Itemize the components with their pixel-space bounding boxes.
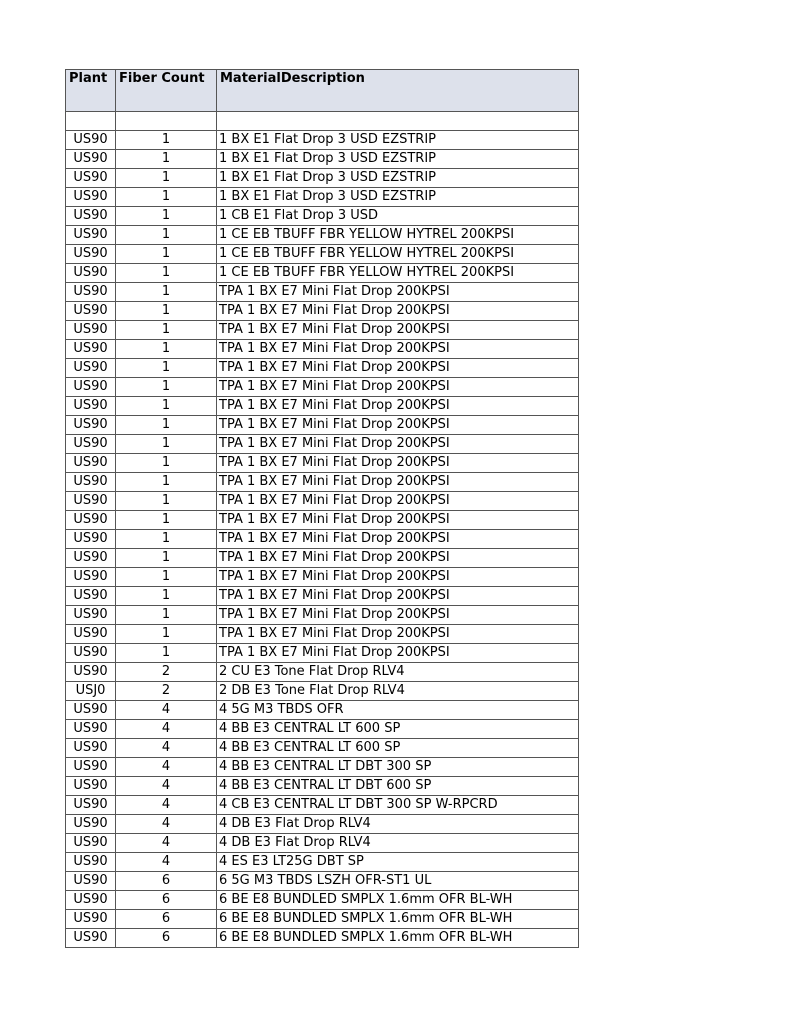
plant-cell: US90: [66, 644, 116, 663]
plant-cell: US90: [66, 511, 116, 530]
fiber-count-cell: 1: [116, 568, 217, 587]
material-description-cell: 4 5G M3 TBDS OFR: [217, 701, 579, 720]
plant-cell: US90: [66, 530, 116, 549]
material-description-cell: TPA 1 BX E7 Mini Flat Drop 200KPSI: [217, 302, 579, 321]
table-row: [66, 131, 579, 150]
plant-cell: US90: [66, 226, 116, 245]
table-row: [66, 454, 579, 473]
material-description-cell: 4 BB E3 CENTRAL LT DBT 600 SP: [217, 777, 579, 796]
material-description-cell: 1 CE EB TBUFF FBR YELLOW HYTREL 200KPSI: [217, 226, 579, 245]
fiber-count-cell: 1: [116, 511, 217, 530]
material-description-cell: TPA 1 BX E7 Mini Flat Drop 200KPSI: [217, 416, 579, 435]
plant-cell: US90: [66, 777, 116, 796]
fiber-count-cell: 6: [116, 910, 217, 929]
header-plant: Plant: [66, 70, 116, 112]
fiber-count-cell: 4: [116, 834, 217, 853]
material-description-cell: 4 DB E3 Flat Drop RLV4: [217, 815, 579, 834]
material-description-cell: 2 CU E3 Tone Flat Drop RLV4: [217, 663, 579, 682]
blank-cell: [66, 112, 116, 131]
fiber-count-cell: 1: [116, 625, 217, 644]
table-row: [66, 150, 579, 169]
table-row: [66, 245, 579, 264]
fiber-count-cell: 2: [116, 663, 217, 682]
fiber-count-cell: 1: [116, 492, 217, 511]
table-row: [66, 720, 579, 739]
plant-cell: US90: [66, 625, 116, 644]
table-row: [66, 321, 579, 340]
plant-cell: US90: [66, 701, 116, 720]
fiber-count-cell: 1: [116, 321, 217, 340]
plant-cell: US90: [66, 492, 116, 511]
plant-cell: US90: [66, 891, 116, 910]
plant-cell: US90: [66, 188, 116, 207]
plant-cell: US90: [66, 169, 116, 188]
table-row: [66, 226, 579, 245]
plant-cell: US90: [66, 340, 116, 359]
material-description-cell: 1 CB E1 Flat Drop 3 USD: [217, 207, 579, 226]
fiber-count-cell: 1: [116, 435, 217, 454]
material-description-cell: TPA 1 BX E7 Mini Flat Drop 200KPSI: [217, 492, 579, 511]
table-row: [66, 302, 579, 321]
material-description-cell: 1 CE EB TBUFF FBR YELLOW HYTREL 200KPSI: [217, 245, 579, 264]
fiber-count-cell: 1: [116, 473, 217, 492]
table-row: [66, 815, 579, 834]
material-description-cell: 4 CB E3 CENTRAL LT DBT 300 SP W-RPCRD: [217, 796, 579, 815]
fiber-count-cell: 1: [116, 530, 217, 549]
table-row: [66, 492, 579, 511]
fiber-count-cell: 1: [116, 340, 217, 359]
plant-cell: US90: [66, 929, 116, 948]
material-description-cell: TPA 1 BX E7 Mini Flat Drop 200KPSI: [217, 606, 579, 625]
material-description-cell: TPA 1 BX E7 Mini Flat Drop 200KPSI: [217, 530, 579, 549]
table-row: [66, 758, 579, 777]
table-row: [66, 606, 579, 625]
material-description-cell: 6 BE E8 BUNDLED SMPLX 1.6mm OFR BL-WH: [217, 929, 579, 948]
fiber-count-cell: 4: [116, 853, 217, 872]
material-description-cell: 4 BB E3 CENTRAL LT 600 SP: [217, 739, 579, 758]
material-description-cell: 6 BE E8 BUNDLED SMPLX 1.6mm OFR BL-WH: [217, 910, 579, 929]
material-description-cell: 4 BB E3 CENTRAL LT DBT 300 SP: [217, 758, 579, 777]
fiber-count-cell: 4: [116, 777, 217, 796]
plant-cell: US90: [66, 606, 116, 625]
table-row: [66, 359, 579, 378]
table-row: [66, 207, 579, 226]
material-description-cell: TPA 1 BX E7 Mini Flat Drop 200KPSI: [217, 549, 579, 568]
header-material-description: MaterialDescription: [217, 70, 579, 112]
table-row: [66, 853, 579, 872]
material-description-cell: TPA 1 BX E7 Mini Flat Drop 200KPSI: [217, 568, 579, 587]
table-row: [66, 910, 579, 929]
table-row: [66, 834, 579, 853]
table-row: [66, 568, 579, 587]
table-row: [66, 188, 579, 207]
fiber-count-cell: 1: [116, 264, 217, 283]
fiber-count-cell: 1: [116, 606, 217, 625]
material-description-cell: 6 5G M3 TBDS LSZH OFR-ST1 UL: [217, 872, 579, 891]
fiber-count-cell: 1: [116, 131, 217, 150]
material-description-cell: 1 BX E1 Flat Drop 3 USD EZSTRIP: [217, 131, 579, 150]
material-description-cell: TPA 1 BX E7 Mini Flat Drop 200KPSI: [217, 587, 579, 606]
table-row: [66, 587, 579, 606]
fiber-count-cell: 4: [116, 739, 217, 758]
fiber-count-cell: 4: [116, 815, 217, 834]
material-description-cell: TPA 1 BX E7 Mini Flat Drop 200KPSI: [217, 359, 579, 378]
table-row: [66, 511, 579, 530]
table-row: [66, 397, 579, 416]
fiber-count-cell: 1: [116, 188, 217, 207]
fiber-count-cell: 1: [116, 644, 217, 663]
fiber-count-cell: 1: [116, 169, 217, 188]
fiber-count-cell: 1: [116, 207, 217, 226]
plant-cell: US90: [66, 302, 116, 321]
material-description-cell: TPA 1 BX E7 Mini Flat Drop 200KPSI: [217, 511, 579, 530]
plant-cell: US90: [66, 207, 116, 226]
plant-cell: US90: [66, 587, 116, 606]
plant-cell: US90: [66, 454, 116, 473]
material-description-cell: TPA 1 BX E7 Mini Flat Drop 200KPSI: [217, 473, 579, 492]
material-description-cell: 1 BX E1 Flat Drop 3 USD EZSTRIP: [217, 150, 579, 169]
table-row: [66, 644, 579, 663]
plant-cell: US90: [66, 397, 116, 416]
plant-cell: US90: [66, 796, 116, 815]
fiber-count-cell: 1: [116, 150, 217, 169]
table-row: [66, 473, 579, 492]
plant-cell: US90: [66, 663, 116, 682]
plant-cell: US90: [66, 131, 116, 150]
fiber-count-cell: 1: [116, 245, 217, 264]
plant-cell: US90: [66, 853, 116, 872]
plant-cell: US90: [66, 739, 116, 758]
material-description-cell: TPA 1 BX E7 Mini Flat Drop 200KPSI: [217, 644, 579, 663]
table-row: [66, 701, 579, 720]
header-row: [66, 70, 579, 112]
fiber-count-cell: 1: [116, 226, 217, 245]
material-description-cell: 6 BE E8 BUNDLED SMPLX 1.6mm OFR BL-WH: [217, 891, 579, 910]
plant-cell: US90: [66, 359, 116, 378]
fiber-count-cell: 1: [116, 397, 217, 416]
table-row: [66, 777, 579, 796]
blank-row: [66, 112, 579, 131]
fiber-count-cell: 1: [116, 283, 217, 302]
header-fiber-count: Fiber Count: [116, 70, 217, 112]
table-row: [66, 872, 579, 891]
fiber-count-cell: 4: [116, 796, 217, 815]
table-row: [66, 340, 579, 359]
plant-cell: US90: [66, 549, 116, 568]
material-description-cell: 4 ES E3 LT25G DBT SP: [217, 853, 579, 872]
material-description-cell: 1 BX E1 Flat Drop 3 USD EZSTRIP: [217, 169, 579, 188]
table-row: [66, 264, 579, 283]
plant-cell: US90: [66, 568, 116, 587]
table-header: [66, 70, 579, 112]
fiber-count-cell: 1: [116, 378, 217, 397]
fiber-count-cell: 6: [116, 929, 217, 948]
plant-cell: US90: [66, 758, 116, 777]
table-row: [66, 169, 579, 188]
blank-cell: [217, 112, 579, 131]
material-description-cell: 4 BB E3 CENTRAL LT 600 SP: [217, 720, 579, 739]
plant-cell: US90: [66, 473, 116, 492]
plant-cell: US90: [66, 834, 116, 853]
table-row: [66, 682, 579, 701]
table-row: [66, 739, 579, 758]
material-description-cell: TPA 1 BX E7 Mini Flat Drop 200KPSI: [217, 625, 579, 644]
material-table: [65, 69, 579, 948]
plant-cell: US90: [66, 815, 116, 834]
fiber-count-cell: 6: [116, 891, 217, 910]
plant-cell: US90: [66, 264, 116, 283]
material-description-cell: 1 CE EB TBUFF FBR YELLOW HYTREL 200KPSI: [217, 264, 579, 283]
table-row: [66, 549, 579, 568]
material-description-cell: 4 DB E3 Flat Drop RLV4: [217, 834, 579, 853]
fiber-count-cell: 2: [116, 682, 217, 701]
plant-cell: US90: [66, 245, 116, 264]
plant-cell: US90: [66, 378, 116, 397]
fiber-count-cell: 1: [116, 416, 217, 435]
plant-cell: USJ0: [66, 682, 116, 701]
plant-cell: US90: [66, 910, 116, 929]
table-row: [66, 796, 579, 815]
fiber-count-cell: 1: [116, 359, 217, 378]
plant-cell: US90: [66, 321, 116, 340]
table-row: [66, 435, 579, 454]
plant-cell: US90: [66, 720, 116, 739]
material-description-cell: 2 DB E3 Tone Flat Drop RLV4: [217, 682, 579, 701]
plant-cell: US90: [66, 283, 116, 302]
fiber-count-cell: 1: [116, 302, 217, 321]
material-description-cell: TPA 1 BX E7 Mini Flat Drop 200KPSI: [217, 435, 579, 454]
table-row: [66, 378, 579, 397]
fiber-count-cell: 4: [116, 720, 217, 739]
table-row: [66, 530, 579, 549]
table-row: [66, 283, 579, 302]
plant-cell: US90: [66, 872, 116, 891]
fiber-count-cell: 1: [116, 587, 217, 606]
material-description-cell: 1 BX E1 Flat Drop 3 USD EZSTRIP: [217, 188, 579, 207]
fiber-count-cell: 4: [116, 758, 217, 777]
plant-cell: US90: [66, 435, 116, 454]
material-description-cell: TPA 1 BX E7 Mini Flat Drop 200KPSI: [217, 454, 579, 473]
fiber-count-cell: 6: [116, 872, 217, 891]
material-description-cell: TPA 1 BX E7 Mini Flat Drop 200KPSI: [217, 321, 579, 340]
table-row: [66, 416, 579, 435]
table-row: [66, 929, 579, 948]
material-description-cell: TPA 1 BX E7 Mini Flat Drop 200KPSI: [217, 397, 579, 416]
fiber-count-cell: 4: [116, 701, 217, 720]
blank-cell: [116, 112, 217, 131]
table-row: [66, 625, 579, 644]
plant-cell: US90: [66, 150, 116, 169]
table-row: [66, 663, 579, 682]
fiber-count-cell: 1: [116, 549, 217, 568]
material-description-cell: TPA 1 BX E7 Mini Flat Drop 200KPSI: [217, 340, 579, 359]
table-body: [66, 112, 579, 948]
material-description-cell: TPA 1 BX E7 Mini Flat Drop 200KPSI: [217, 378, 579, 397]
table-row: [66, 891, 579, 910]
plant-cell: US90: [66, 416, 116, 435]
fiber-count-cell: 1: [116, 454, 217, 473]
material-description-cell: TPA 1 BX E7 Mini Flat Drop 200KPSI: [217, 283, 579, 302]
